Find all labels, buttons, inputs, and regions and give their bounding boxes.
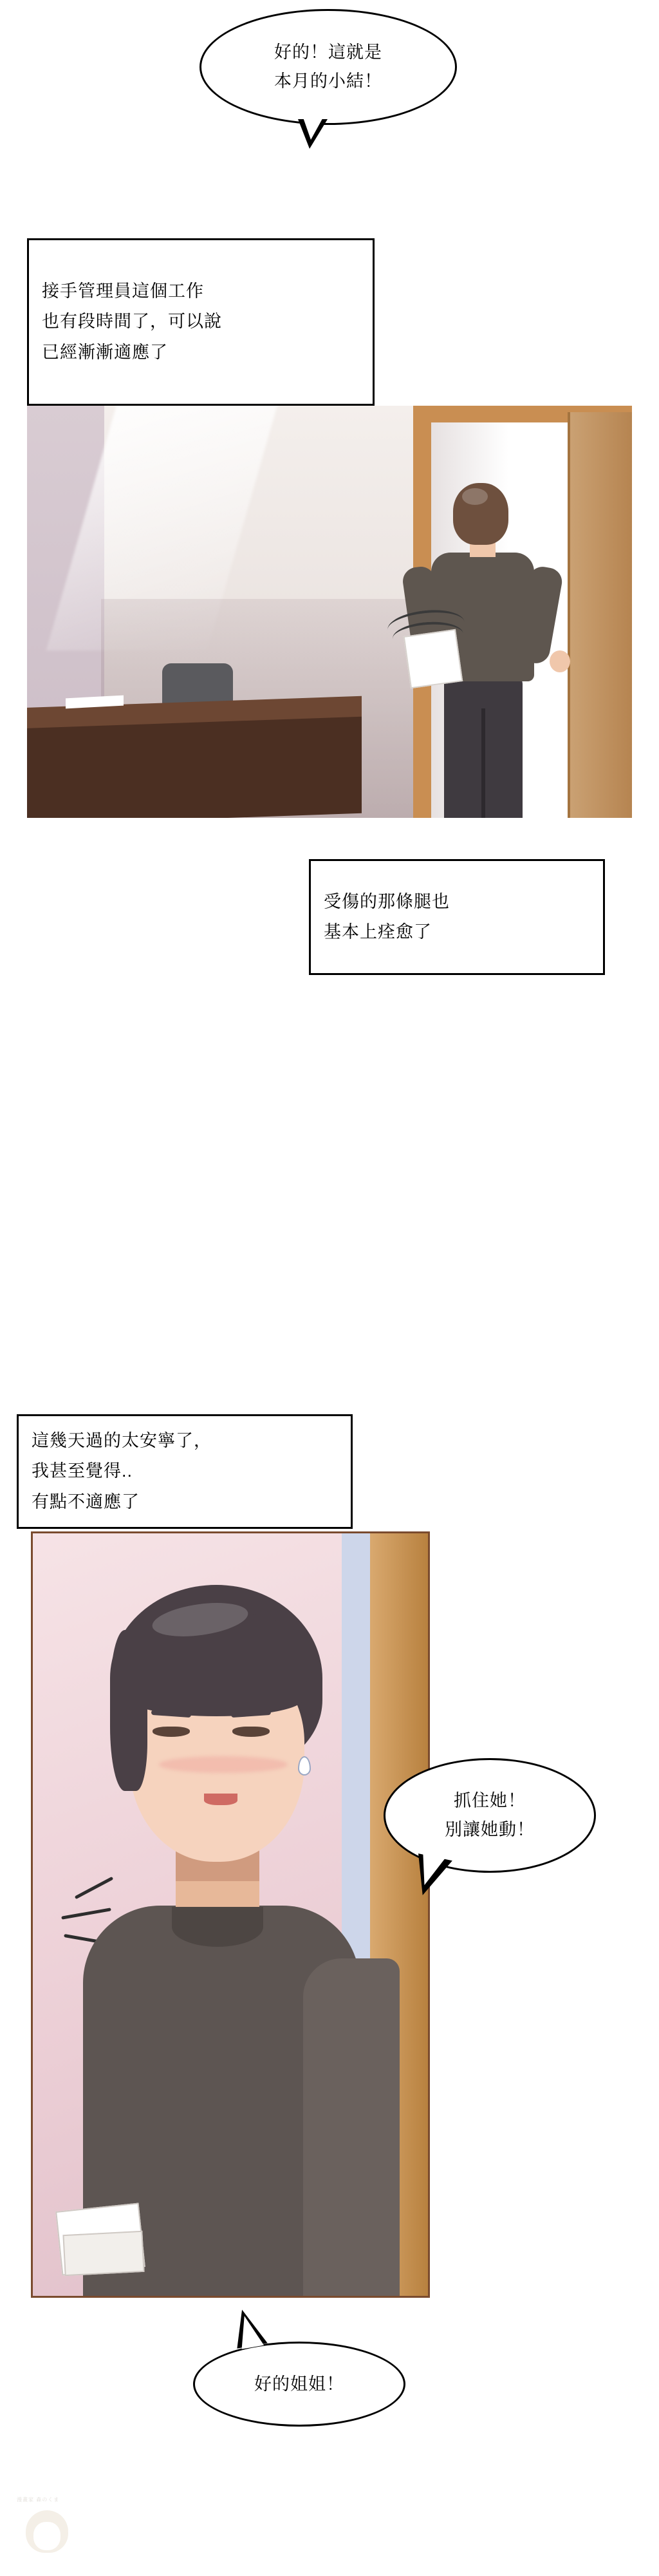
cheek-blush bbox=[159, 1756, 288, 1773]
panel-office bbox=[27, 406, 632, 818]
bubble-line: 好的姐姐！ bbox=[254, 2374, 344, 2394]
caption-line: 接手管理員這個工作 bbox=[42, 281, 204, 301]
speech-bubble-yes-sister bbox=[193, 2342, 405, 2427]
watermark-text: 漫畫家 森のくま bbox=[17, 2497, 60, 2503]
man-right-hand bbox=[550, 650, 570, 672]
door-panel bbox=[568, 412, 632, 818]
caption-line: 也有段時間了，可以說 bbox=[42, 312, 222, 332]
carried-books-secondary bbox=[62, 2231, 144, 2276]
shirt-collar bbox=[172, 1907, 263, 1947]
man-hair-highlight bbox=[462, 488, 488, 505]
man-leg-separation bbox=[481, 708, 485, 818]
bubble-line: 好的！這就是 bbox=[274, 43, 382, 62]
man-right-arm bbox=[303, 1958, 400, 2298]
caption-too-peaceful bbox=[17, 1414, 353, 1529]
right-eye bbox=[232, 1727, 270, 1737]
speech-bubble-catch-her bbox=[384, 1758, 596, 1873]
caption-line: 這幾天過的太安寧了， bbox=[32, 1431, 212, 1451]
watermark-face bbox=[33, 2522, 60, 2550]
bubble-line: 抓住她！ bbox=[454, 1791, 526, 1811]
panel-closeup bbox=[31, 1531, 430, 2298]
caption-line: 有點不適應了 bbox=[32, 1492, 140, 1511]
caption-line: 基本上痊愈了 bbox=[324, 922, 432, 942]
open-mouth bbox=[204, 1794, 237, 1805]
caption-line: 我甚至覺得.. bbox=[32, 1461, 133, 1481]
man-sidelock bbox=[110, 1630, 147, 1791]
bubble-tail-fill-icon bbox=[302, 114, 325, 140]
bubble-line: 本月的小結！ bbox=[274, 71, 382, 91]
watermark-logo bbox=[12, 2494, 82, 2564]
desk-body bbox=[27, 717, 362, 818]
caption-manager-job bbox=[27, 238, 375, 406]
bubble-line: 別讓她動！ bbox=[445, 1820, 535, 1839]
caption-injured-leg bbox=[309, 859, 605, 975]
left-eye bbox=[153, 1727, 190, 1737]
caption-line: 已經漸漸適應了 bbox=[42, 342, 168, 362]
caption-line: 受傷的那條腿也 bbox=[324, 891, 450, 911]
speech-bubble-monthly-summary bbox=[200, 9, 457, 125]
